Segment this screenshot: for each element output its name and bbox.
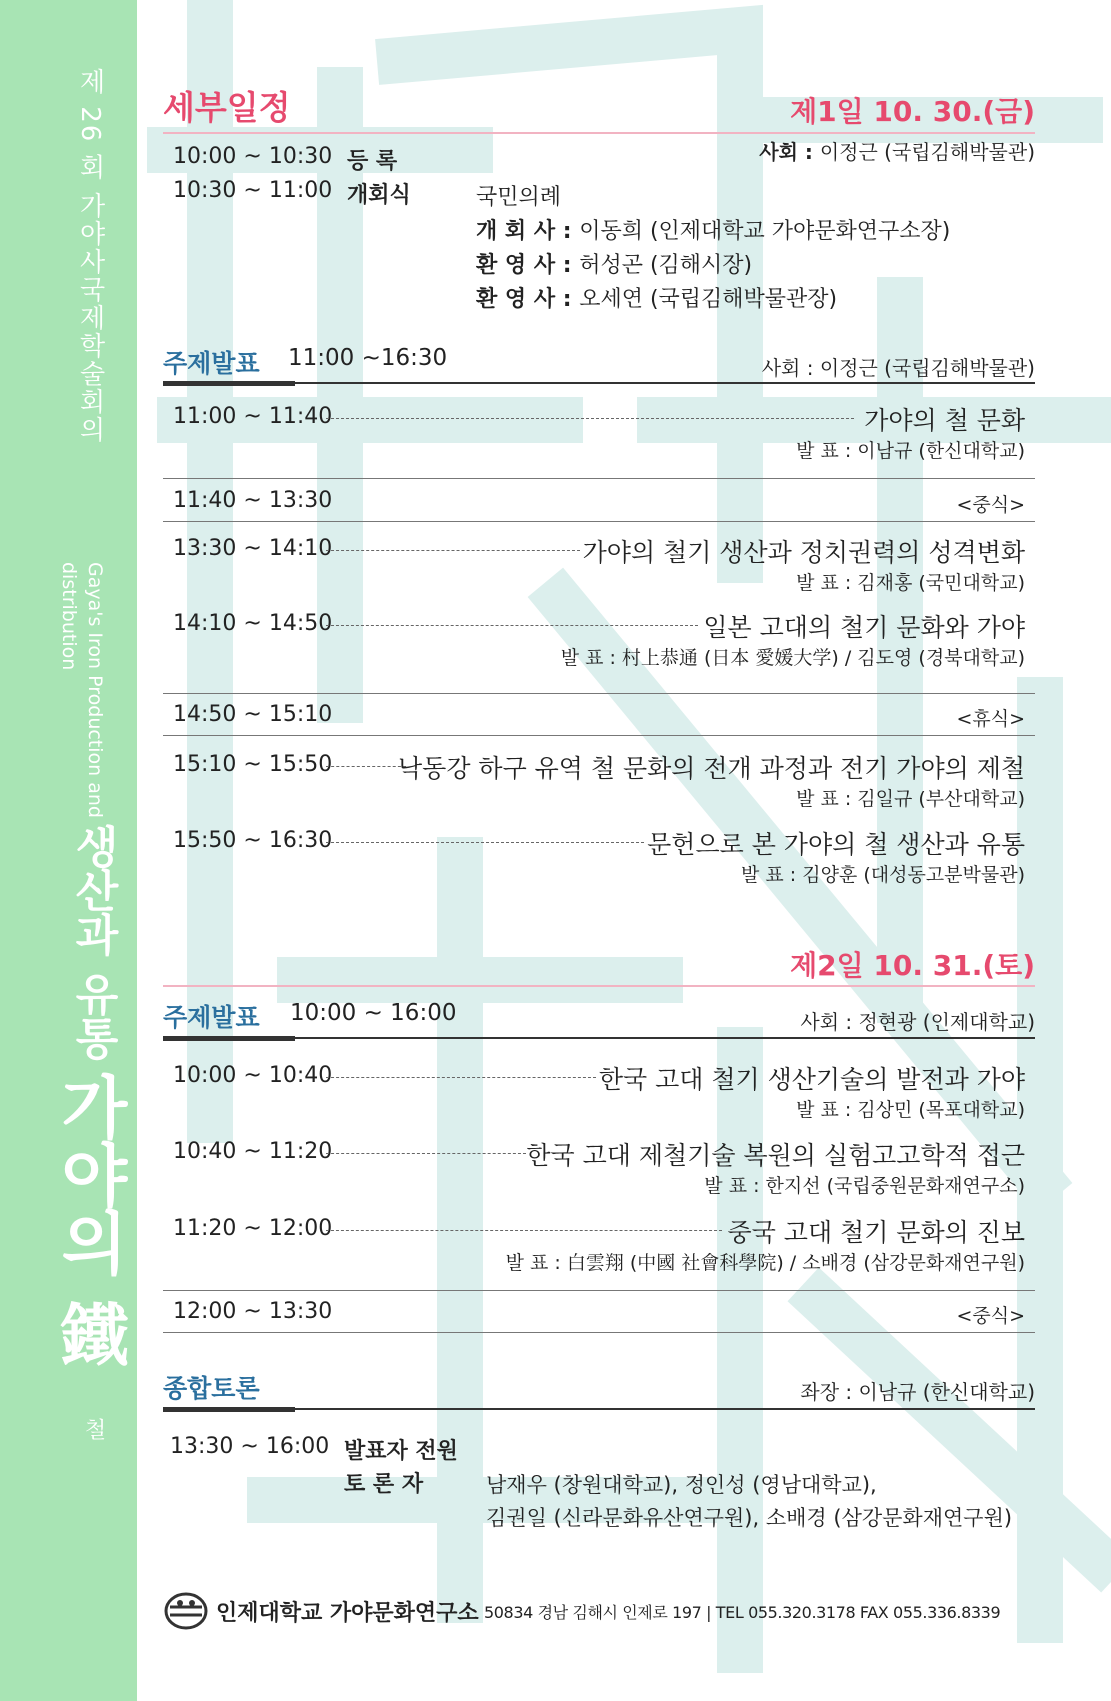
talk-time: 15:10 ~ 15:50 <box>173 752 333 777</box>
leader-dots <box>326 625 698 626</box>
opening-time: 10:00 ~ 10:30 <box>173 144 333 169</box>
talk-presenter: 발 표 : 한지선 (국립중원문화재연구소) <box>704 1175 1025 1197</box>
talk-presenter: 발 표 : 김일규 (부산대학교) <box>796 788 1025 810</box>
discussion-label-panel: 토 론 자 <box>344 1472 424 1497</box>
talk-presenter: 발 표 : 김재홍 (국민대학교) <box>796 572 1025 594</box>
row-divider <box>163 1332 1035 1333</box>
session1-rule-accent <box>163 381 295 386</box>
break-note: <휴식> <box>956 708 1025 730</box>
conference-title-vertical: 제 26 회 가야사국제학술회의 <box>75 68 105 444</box>
day1-rule <box>163 132 1035 134</box>
sidebar-band <box>0 0 137 1701</box>
talk-presenter: 발 표 : 김상민 (목포대학교) <box>796 1099 1025 1121</box>
talk-presenter: 발 표 : 白雲翔 (中國 社會科學院) / 소배경 (삼강문화재연구원) <box>505 1252 1025 1274</box>
leader-dots <box>326 1077 596 1078</box>
break-time: 14:50 ~ 15:10 <box>173 702 333 727</box>
talk-title: 문헌으로 본 가야의 철 생산과 유통 <box>647 830 1025 859</box>
leader-dots <box>326 1230 722 1231</box>
row-divider <box>163 521 1035 522</box>
talk-title: 낙동강 하구 유역 철 문화의 전개 과정과 전기 가야의 제철 <box>398 754 1025 783</box>
english-subtitle-vertical: Gaya's Iron Production and distribution <box>58 562 106 818</box>
korean-small-char: 철 <box>81 1418 106 1440</box>
talk-time: 15:50 ~ 16:30 <box>173 828 333 853</box>
talk-title: 중국 고대 철기 문화의 진보 <box>727 1218 1025 1247</box>
talk-title: 한국 고대 철기 생산기술의 발전과 가야 <box>598 1065 1025 1094</box>
day1-date: 제1일 10. 30.(금) <box>790 95 1035 128</box>
talk-title: 일본 고대의 철기 문화와 가야 <box>703 613 1025 642</box>
leader-dots <box>326 418 854 419</box>
talk-presenter: 발 표 : 이남규 (한신대학교) <box>796 440 1025 462</box>
talk-time: 14:10 ~ 14:50 <box>173 611 333 636</box>
discussion-panel-line2: 김권일 (신라문화유산연구원), 소배경 (삼강문화재연구원) <box>486 1506 1013 1530</box>
session2-time: 10:00 ~ 16:00 <box>290 1000 457 1026</box>
session2-title: 주제발표 <box>163 1003 260 1032</box>
talk-title: 가야의 철기 생산과 정치권력의 성격변화 <box>582 538 1025 567</box>
talk-title: 한국 고대 제철기술 복원의 실험고고학적 접근 <box>526 1141 1025 1170</box>
discussion-panel-line1: 남재우 (창원대학교), 정인성 (영남대학교), <box>486 1473 877 1497</box>
day2-rule <box>163 985 1035 987</box>
day2-date: 제2일 10. 31.(토) <box>790 949 1035 982</box>
discussion-rule-accent <box>163 1407 295 1412</box>
session2-rule-accent <box>163 1036 295 1041</box>
korean-main-title-vertical: 가야의 鐵 <box>49 1072 128 1368</box>
talk-time: 10:40 ~ 11:20 <box>173 1139 333 1164</box>
day1-host: 사회 : 이정근 (국립김해박물관) <box>759 140 1035 164</box>
discussion-title: 종합토론 <box>163 1374 260 1403</box>
leader-dots <box>326 842 644 843</box>
ceremony-item: 개 회 사 : 이동희 (인제대학교 가야문화연구소장) <box>476 219 951 244</box>
session1-host: 사회 : 이정근 (국립김해박물관) <box>761 356 1035 380</box>
ceremony-item: 환 영 사 : 오세연 (국립김해박물관장) <box>476 287 838 312</box>
break-time: 12:00 ~ 13:30 <box>173 1299 333 1324</box>
ceremony-label: 개회식 <box>347 183 411 208</box>
discussion-chair: 좌장 : 이남규 (한신대학교) <box>800 1380 1035 1404</box>
leader-dots <box>326 550 580 551</box>
talk-title: 가야의 철 문화 <box>864 406 1025 435</box>
session2-host: 사회 : 정현광 (인제대학교) <box>800 1010 1035 1034</box>
break-note: <중식> <box>956 494 1025 516</box>
ceremony-item: 국민의례 <box>476 185 562 210</box>
korean-subtitle-vertical: 생산과 유통 <box>67 824 118 1060</box>
talk-time: 11:20 ~ 12:00 <box>173 1216 333 1241</box>
break-note: <중식> <box>956 1305 1025 1327</box>
footer-address: 50834 경남 김해시 인제로 197 | TEL 055.320.3178 FAX 055.336.8339 <box>484 1603 1001 1622</box>
ceremony-time: 10:30 ~ 11:00 <box>173 178 333 203</box>
talk-presenter: 발 표 : 村上恭通 (日本 愛媛大学) / 김도영 (경북대학교) <box>560 647 1025 669</box>
talk-time: 10:00 ~ 10:40 <box>173 1063 333 1088</box>
row-divider <box>163 1290 1035 1291</box>
institute-logo-icon <box>164 1591 208 1631</box>
session1-title: 주제발표 <box>163 349 260 378</box>
discussion-time: 13:30 ~ 16:00 <box>170 1434 330 1459</box>
talk-presenter: 발 표 : 김양훈 (대성동고분박물관) <box>741 864 1025 886</box>
section-heading: 세부일정 <box>163 88 291 127</box>
break-time: 11:40 ~ 13:30 <box>173 488 333 513</box>
talk-time: 13:30 ~ 14:10 <box>173 536 333 561</box>
discussion-label-presenters: 발표자 전원 <box>344 1439 458 1464</box>
ceremony-item: 환 영 사 : 허성곤 (김해시장) <box>476 253 753 278</box>
row-divider <box>163 478 1035 479</box>
opening-label: 등 록 <box>347 149 398 174</box>
leader-dots <box>326 766 406 767</box>
talk-time: 11:00 ~ 11:40 <box>173 404 333 429</box>
leader-dots <box>326 1153 526 1154</box>
footer-org: 인제대학교 가야문화연구소 <box>216 1601 479 1626</box>
row-divider <box>163 693 1035 694</box>
session1-time: 11:00 ~16:30 <box>288 345 448 371</box>
row-divider <box>163 735 1035 736</box>
